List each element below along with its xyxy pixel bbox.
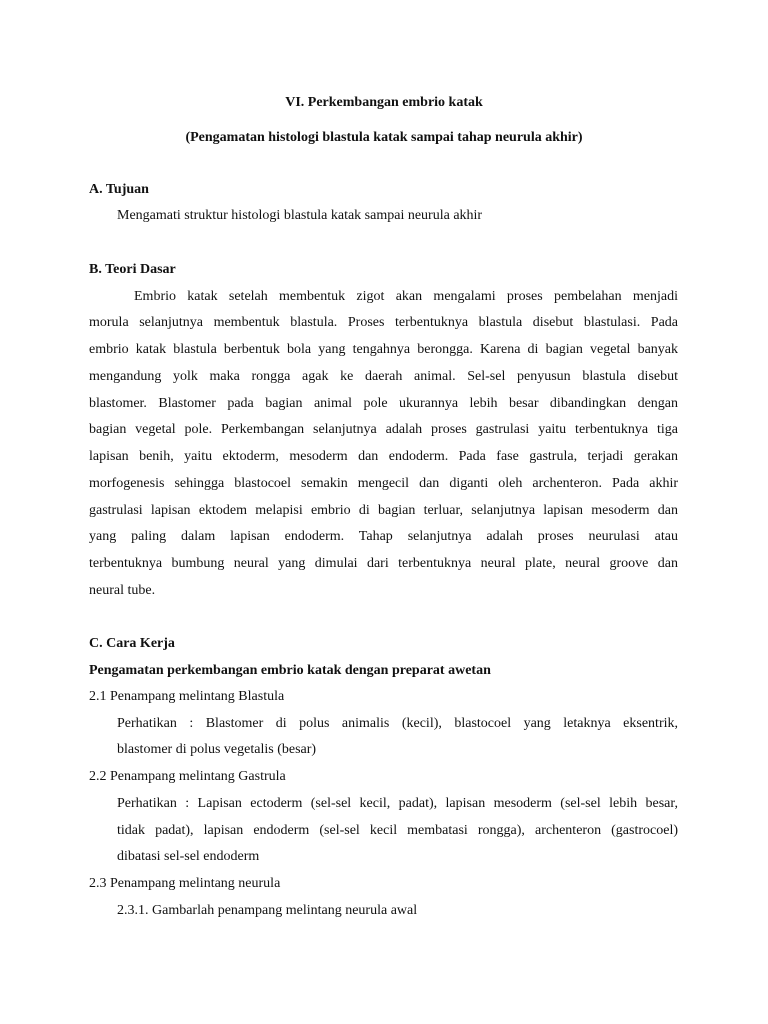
section-a-heading: A. Tujuan (89, 182, 149, 197)
item-2-1-line: blastomer di polus vegetalis (besar) (117, 742, 317, 757)
document-subtitle: (Pengamatan histologi blastula katak sampai tahap neurula akhir) (185, 130, 583, 145)
item-2-2-line: tidak padat), lapisan endoderm (sel-sel kecil membatasi rongga), archenteron (gastrocoel) (117, 823, 678, 838)
section-b-line: morfogenesis sehingga blastocoel semakin mengecil dan diganti oleh archenteron. Pada akhir (89, 476, 678, 491)
item-2-3-1-text: 2.3.1. Gambarlah penampang melintang neurula awal (117, 903, 418, 918)
section-b-line: embrio katak blastula berbentuk bola yang tengahnya berongga. Karena di bagian vegetal banyak (89, 342, 678, 357)
section-b-line: morula selanjutnya membentuk blastula. Proses terbentuknya blastula disebut blastulasi. Pada (89, 315, 678, 330)
section-c-heading: C. Cara Kerja (89, 636, 175, 651)
item-2-2-line: dibatasi sel-sel endoderm (117, 849, 260, 864)
section-b-line: blastomer. Blastomer pada bagian animal pole ukurannya lebih besar dibandingkan dengan (89, 396, 678, 411)
section-b-line: gastrulasi lapisan ektodem melapisi embrio di bagian terluar, selanjutnya lapisan mesoderm dan (89, 503, 678, 518)
item-2-1-title: 2.1 Penampang melintang Blastula (89, 689, 285, 704)
item-2-2-line: Perhatikan : Lapisan ectoderm (sel-sel kecil, padat), lapisan mesoderm (sel-sel lebih besar, (117, 796, 678, 811)
section-b-line: bagian vegetal pole. Perkembangan selanjutnya adalah proses gastrulasi yaitu terbentuknya tiga (89, 422, 678, 437)
section-b-line: mengandung yolk maka rongga agak ke daerah animal. Sel-sel penyusun blastula disebut (89, 369, 678, 384)
section-b-heading: B. Teori Dasar (89, 262, 176, 277)
section-b-line: Embrio katak setelah membentuk zigot akan mengalami proses pembelahan menjadi (134, 289, 678, 304)
item-2-3-title: 2.3 Penampang melintang neurula (89, 876, 281, 891)
item-2-1-line: Perhatikan : Blastomer di polus animalis (kecil), blastocoel yang letaknya eksentrik, (117, 716, 678, 731)
section-b-line: terbentuknya bumbung neural yang dimulai dari terbentuknya neural plate, neural groove dan (89, 556, 678, 571)
section-b-line: neural tube. (89, 583, 156, 598)
item-2-2-title: 2.2 Penampang melintang Gastrula (89, 769, 286, 784)
document-title: VI. Perkembangan embrio katak (285, 95, 483, 110)
section-a-text: Mengamati struktur histologi blastula katak sampai neurula akhir (117, 208, 483, 223)
section-b-line: lapisan benih, yaitu ektoderm, mesoderm dan endoderm. Pada fase gastrula, terjadi gerakan (89, 449, 678, 464)
section-c-subheading: Pengamatan perkembangan embrio katak dengan preparat awetan (89, 663, 491, 678)
section-b-line: yang paling dalam lapisan endoderm. Tahap selanjutnya adalah proses neurulasi atau (89, 529, 678, 544)
